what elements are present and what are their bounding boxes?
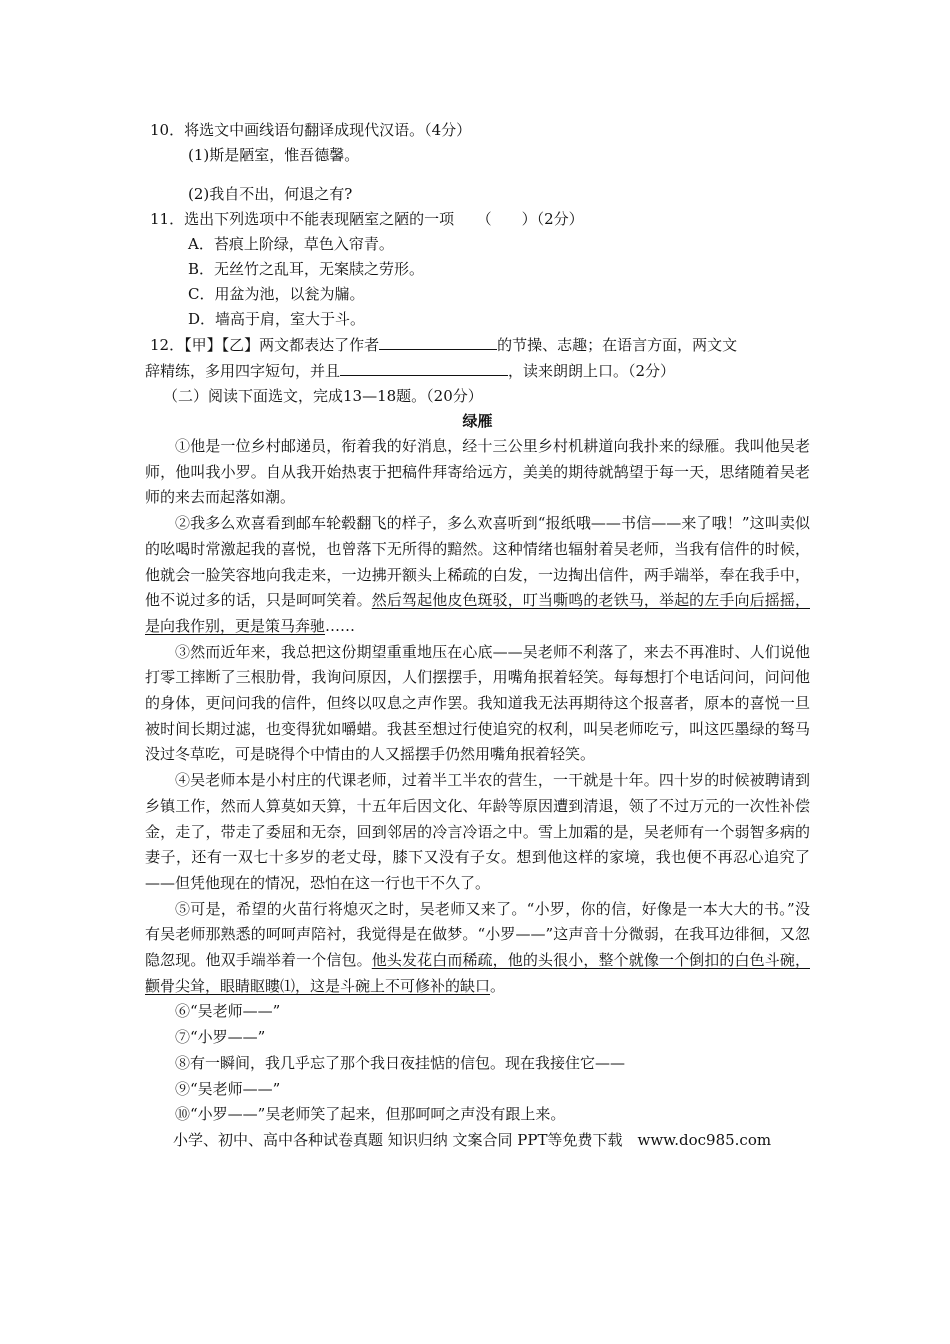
answer-blank-1[interactable] <box>379 332 497 350</box>
paragraph-3: ③然而近年来，我总把这份期望重重地压在心底——吴老师不利落了，来去不再准时、人们说他打零工摔断了三根肋骨，我询问原因，人们摆摆手，用嘴角抿着轻笑。每每想打个电话问问，问问他的身体，更问问我的信件，但终以叹息之声作罢。我知道我无法再期待这个报喜者，原本的喜悦一旦被时间长期过滤，也变得犹如嚼蜡。我甚至想过行使追究的权利，叫吴老师吃亏，叫这匹墨绿的驽马没过冬草吃，可是晓得个中情由的人又摇摆手仍然用嘴角抿着轻笑。 <box>145 642 810 764</box>
paragraph-5-end: 。 <box>490 976 506 995</box>
question-12-part-3: 辞精练，多用四字短句，并且 <box>145 362 341 380</box>
question-12-part-2: 的节操、志趣；在语言方面，两文文 <box>497 336 738 354</box>
question-11-option-b: B．无丝竹之乱耳，无案牍之劳形。 <box>188 260 425 278</box>
paragraph-5-text: ⑤可是，希望的火苗行将熄灭之时，吴老师又来了。“小罗，你的信，好像是一本大大的书。”没有吴老师那熟悉的呵呵声陪衬，我觉得是在做梦。“小罗——”这声音十分微弱，在我耳边徘徊，又忽隐忽现。他双手端举着一个信包。 <box>145 899 810 970</box>
footer-watermark-text: 小学、初中、高中各种试卷真题 知识归纳 文案合同 PPT等免费下载 www.doc985.com <box>173 1130 772 1149</box>
paragraph-5-underlined-sentence: 他头发花白而稀疏，他的头很小，整个就像一个倒扣的白色斗碗，颧骨尖耸，眼睛眍瞜⑴，这是斗碗上不可修补的缺口 <box>145 951 810 995</box>
question-12-part-4: ，读来朗朗上口。（2分） <box>508 362 676 380</box>
dialogue-9: ⑨“吴老师——” <box>175 1079 281 1098</box>
question-11-option-d: D．墙高于肩，室大于斗。 <box>188 310 366 328</box>
question-12-part-1: 12．【甲】【乙】两文都表达了作者 <box>150 336 380 354</box>
article-body <box>145 434 810 999</box>
paragraph-5 <box>145 897 810 1000</box>
question-11-option-c: C．用盆为池，以瓮为牖。 <box>188 285 365 303</box>
question-10-stem: 10．将选文中画线语句翻译成现代汉语。（4分） <box>150 121 472 139</box>
paragraph-2 <box>145 511 810 640</box>
paragraph-1: ①他是一位乡村邮递员，衔着我的好消息，经十三公里乡村机耕道向我扑来的绿雁。我叫他吴老师，他叫我小罗。自从我开始热衷于把稿件拜寄给远方，美美的期待就鹄望于每一天，思绪随着吴老师的来去而起落如潮。 <box>145 437 810 507</box>
dialogue-10: ⑩“小罗——”吴老师笑了起来，但那呵呵之声没有跟上来。 <box>175 1105 566 1124</box>
paragraph-2-ellipsis: …… <box>325 616 356 635</box>
article-title: 绿雁 <box>462 412 493 430</box>
paragraph-2-underlined-sentence: 然后驾起他皮色斑驳，叮当嘶鸣的老铁马，举起的左手向后摇摇，是向我作别，更是策马奔驰 <box>145 591 810 635</box>
question-10-sentence-2: (2)我自不出，何退之有? <box>188 185 353 203</box>
exam-content <box>145 118 810 1153</box>
answer-blank-2[interactable] <box>340 358 508 376</box>
section-2-heading: （二）阅读下面选文，完成13—18题。（20分） <box>163 387 483 405</box>
dialogue-7: ⑦“小罗——” <box>175 1028 266 1047</box>
answer-space <box>145 168 810 182</box>
question-11-stem: 11．选出下列选项中不能表现陋室之陋的一项 （ ）（2分） <box>150 210 584 228</box>
question-10-sentence-1: (1)斯是陋室，惟吾德馨。 <box>188 146 360 164</box>
paragraph-8: ⑧有一瞬间，我几乎忘了那个我日夜挂惦的信包。现在我接住它—— <box>175 1053 626 1072</box>
paragraph-2-text: ②我多么欢喜看到邮车轮毂翻飞的样子，多么欢喜听到“报纸哦——书信——来了哦！”这叫卖似的吆喝时常激起我的喜悦，也曾落下无所得的黯然。这种情绪也辐射着吴老师，当我有信件的时候，他就会一脸笑容地向我走来，一边拂开额头上稀疏的白发，一边掏出信件，两手端举，奉在我手中，他不说过多的话，只是呵呵笑着。 <box>145 514 810 610</box>
question-12-line-2 <box>145 358 810 384</box>
question-12-line-1 <box>145 332 810 358</box>
paragraph-4: ④吴老师本是小村庄的代课老师，过着半工半农的营生，一干就是十年。四十岁的时候被聘请到乡镇工作，然而人算莫如天算，十五年后因文化、年龄等原因遭到清退，领了不过万元的一次性补偿金，走了，带走了委屈和无奈，回到邻居的冷言冷语之中。雪上加霜的是，吴老师有一个弱智多病的妻子，还有一双七十多岁的老丈母，膝下又没有子女。想到他这样的家境，我也便不再忍心追究了——但凭他现在的情况，恐怕在这一行也干不久了。 <box>145 771 810 892</box>
dialogue-6: ⑥“吴老师——” <box>175 1002 281 1021</box>
question-11-option-a: A．苔痕上阶绿，草色入帘青。 <box>188 235 394 253</box>
